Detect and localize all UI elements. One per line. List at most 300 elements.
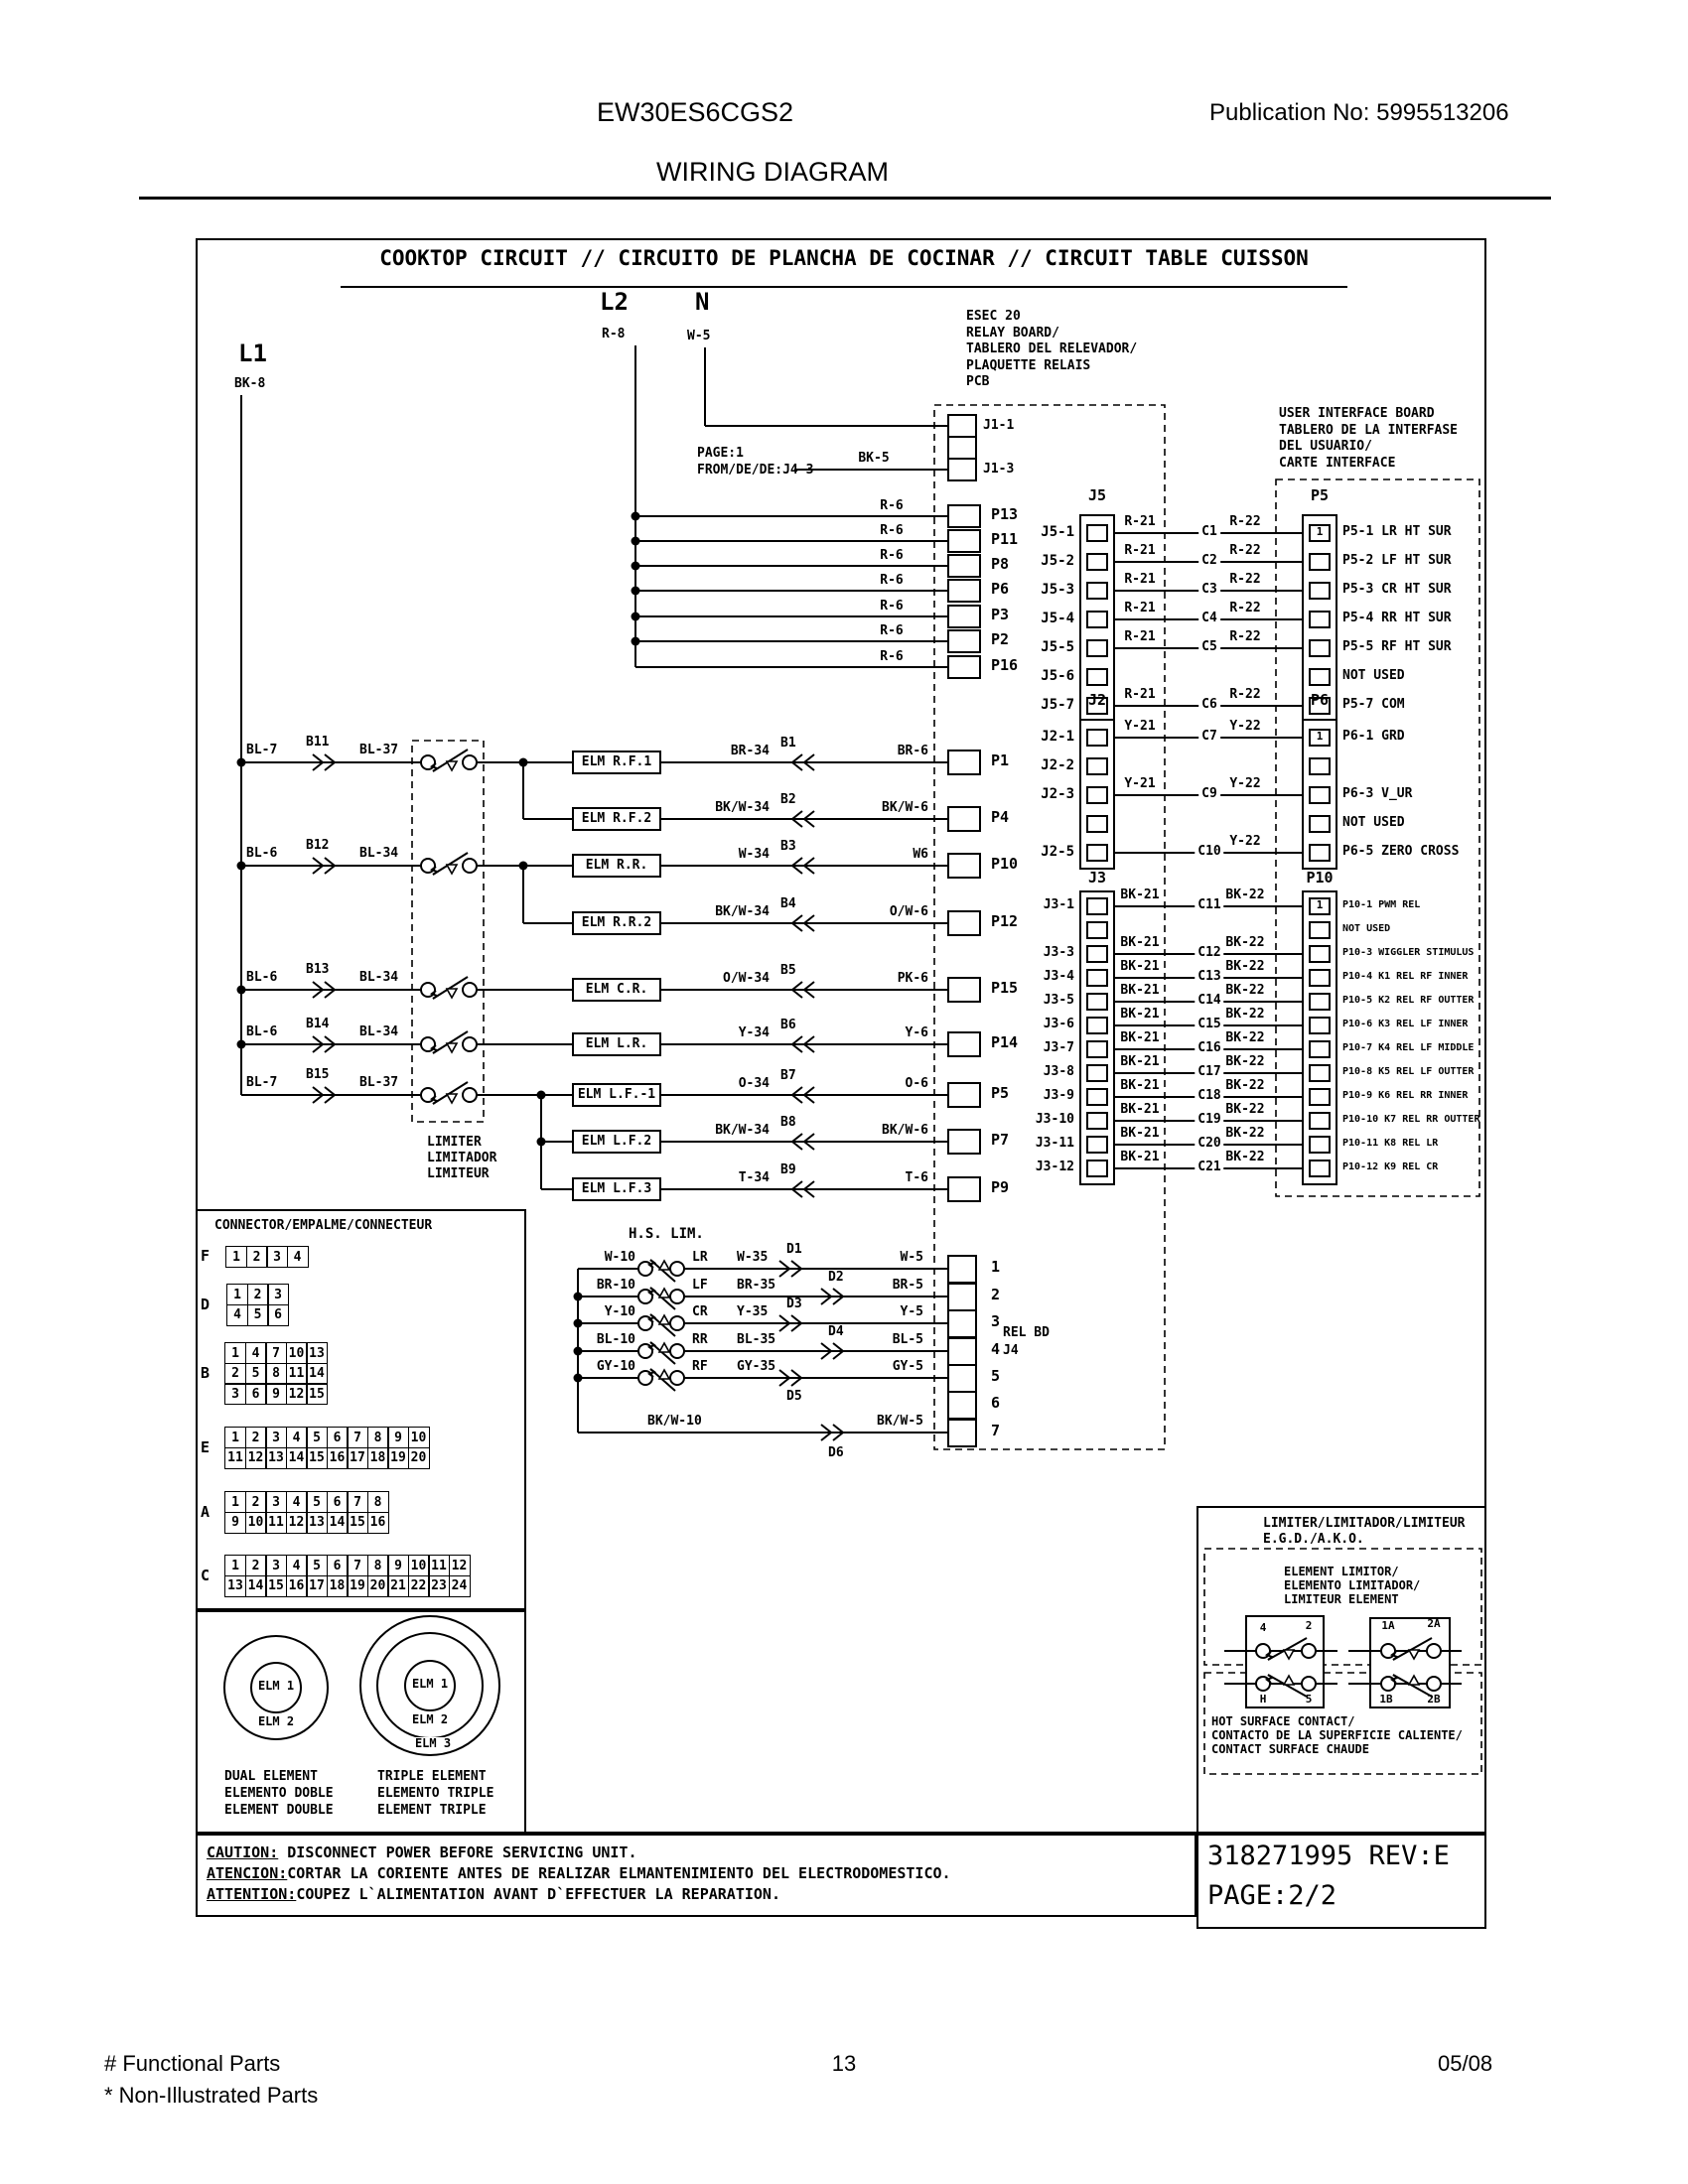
splice-label: B9 (780, 1162, 796, 1177)
connector-cell: 18 (367, 1447, 389, 1469)
pin1-marker: 1 (1316, 525, 1324, 538)
position-label: RR (692, 1332, 708, 1347)
connector-cell: 6 (327, 1491, 349, 1513)
connector-cell: 13 (306, 1512, 328, 1534)
part-page: PAGE:2/2 (1207, 1880, 1337, 1911)
connector-cell: 1 (224, 1491, 246, 1513)
pin1-marker: 1 (1316, 730, 1324, 743)
wire-label: R-21 (1124, 687, 1156, 702)
connector-cell: 15 (265, 1575, 287, 1597)
connector-cell: 7 (347, 1427, 368, 1448)
wire-label: BR-10 (596, 1278, 635, 1293)
signal-label: P6-5 ZERO CROSS (1342, 844, 1460, 859)
connector-cell: 7 (265, 1342, 287, 1364)
connector-cell: 2 (245, 1555, 267, 1576)
caution-text-body: CORTAR LA CORIENTE ANTES DE REALIZAR ELMANTENIMIENTO DEL ELECTRODOMESTICO. (287, 1864, 951, 1882)
ring-label: ELM 2 (255, 1715, 297, 1727)
connector-cell: 16 (367, 1512, 389, 1534)
pin-label: P14 (991, 1033, 1019, 1051)
connector-cell: 11 (286, 1363, 308, 1385)
connector-cell: 1 (226, 1284, 248, 1305)
wire-label: R-22 (1229, 514, 1261, 529)
connector-cell: 21 (387, 1575, 409, 1597)
wire-label: BK-22 (1225, 935, 1265, 950)
pin-label: P6 (991, 580, 1010, 598)
connector-cell: 5 (306, 1555, 328, 1576)
wire-label: O-6 (905, 1076, 928, 1091)
wire-label: Y-35 (737, 1304, 769, 1319)
connector-cell: 1 (224, 1427, 246, 1448)
connector-cell: 3 (224, 1383, 246, 1405)
hs-lim-title: H.S. LIM. (629, 1226, 704, 1242)
wire-label: BL-37 (359, 743, 399, 757)
pin-label: 7 (991, 1422, 1001, 1439)
element-label: ELM R.R. (585, 858, 648, 873)
limiter-label: LIMITEUR (427, 1166, 490, 1181)
wire-label: BK-21 (1120, 1054, 1160, 1069)
connector-cell: 4 (286, 1555, 308, 1576)
pin-label: P3 (991, 606, 1010, 623)
connector-cell: 22 (408, 1575, 430, 1597)
pin-label: P12 (991, 912, 1019, 930)
connector-table-title: CONNECTOR/EMPALME/CONNECTEUR (214, 1218, 433, 1233)
wire-label: BK-21 (1120, 887, 1160, 902)
splice-label: B7 (780, 1068, 796, 1083)
connector-group-label: D (201, 1295, 211, 1313)
splice-label: B11 (306, 735, 330, 750)
signal-label: P6-3 V_UR (1342, 786, 1413, 801)
wire-label: R-6 (880, 649, 904, 664)
connector-cell: 3 (265, 1491, 287, 1513)
connector-pin-label: J5-3 (1041, 582, 1074, 598)
connector-cell: 5 (306, 1491, 328, 1513)
wire-label: Y-21 (1124, 776, 1156, 791)
switch-pin-label: 5 (1305, 1693, 1313, 1706)
connector-pin-label: J5-7 (1041, 697, 1074, 713)
signal-label: P10-7 K4 REL LF MIDDLE (1342, 1042, 1475, 1053)
ring-label: ELM 2 (409, 1713, 451, 1725)
wire-label: W-35 (737, 1250, 769, 1265)
connector-header: P5 (1310, 486, 1330, 504)
connector-cell: 23 (428, 1575, 450, 1597)
pin-label: 5 (991, 1367, 1001, 1385)
element-label: ELM R.F.2 (581, 811, 652, 826)
element-label: ELM L.R. (585, 1036, 648, 1051)
splice-label: C10 (1195, 845, 1223, 858)
connector-group-label: C (201, 1566, 211, 1584)
ring-label: ELM 3 (412, 1737, 454, 1749)
wire-label: BK-21 (1120, 1102, 1160, 1117)
connector-cell: 24 (449, 1575, 471, 1597)
wire-label: BK-21 (1120, 959, 1160, 974)
n-wire-label: W-5 (687, 329, 711, 343)
wire-label: W6 (913, 847, 928, 862)
wire-label: R-22 (1229, 572, 1261, 587)
connector-cell: 13 (265, 1447, 287, 1469)
caution-prefix: CAUTION: (207, 1843, 279, 1861)
splice-label: D4 (828, 1324, 844, 1339)
wire-label: R-22 (1229, 601, 1261, 615)
wire-label: Y-10 (604, 1304, 635, 1319)
l1-wire-label: BK-8 (234, 376, 266, 391)
position-label: RF (692, 1359, 708, 1374)
connector-cell: 2 (246, 1246, 268, 1268)
splice-label: D1 (786, 1242, 802, 1257)
connector-pin-label: J2-3 (1041, 786, 1074, 802)
footer-functional-parts: # Functional Parts (104, 2051, 281, 2076)
wire-label: W-5 (900, 1250, 923, 1265)
wire-label: BK/W-34 (715, 1123, 770, 1138)
connector-cell: 4 (286, 1491, 308, 1513)
connector-cell: 1 (224, 1555, 246, 1576)
connector-cell: 8 (367, 1427, 389, 1448)
wire-label: R-6 (880, 498, 904, 513)
splice-label: C21 (1195, 1160, 1223, 1173)
connector-cell: 16 (327, 1447, 349, 1469)
connector-cell: 15 (347, 1512, 368, 1534)
connector-header: J2 (1087, 691, 1107, 709)
wire-label: BK-5 (858, 451, 890, 466)
connector-cell: 5 (306, 1427, 328, 1448)
wire-label: GY-5 (892, 1359, 923, 1374)
pin-label: P2 (991, 630, 1010, 648)
pin-label: P16 (991, 656, 1019, 674)
pin-label: P5 (991, 1084, 1010, 1102)
splice-label: D5 (786, 1389, 802, 1404)
pin-label: 1 (991, 1258, 1001, 1276)
connector-cell: 14 (286, 1447, 308, 1469)
legend-caption: DUAL ELEMENT (224, 1769, 318, 1784)
ui-board-label: USER INTERFACE BOARD (1279, 406, 1435, 421)
splice-label: B3 (780, 839, 796, 854)
switch-pin-label: 2B (1427, 1693, 1441, 1706)
wire-label: BL-6 (246, 846, 278, 861)
signal-label: P10-11 K8 REL LR (1342, 1138, 1439, 1149)
element-limitor-label: ELEMENTO LIMITADOR/ (1284, 1578, 1421, 1592)
wire-label: BL-37 (359, 1075, 399, 1090)
element-label: ELM L.F.2 (581, 1134, 652, 1149)
ring-label: ELM 1 (255, 1680, 297, 1692)
pin-label: P9 (991, 1178, 1010, 1196)
switch-pin-label: 1A (1381, 1619, 1395, 1632)
splice-label: B13 (306, 962, 330, 977)
element-label: ELM L.F.-1 (577, 1087, 656, 1102)
limiter-label: LIMITADOR (427, 1151, 497, 1165)
wire-label: Y-22 (1229, 834, 1261, 849)
wire-label: BR-5 (892, 1278, 923, 1293)
relay-board-label: RELAY BOARD/ (966, 325, 1059, 341)
connector-cell: 7 (347, 1491, 368, 1513)
legend-caption: ELEMENTO DOBLE (224, 1786, 334, 1801)
splice-label: C17 (1195, 1065, 1223, 1078)
connector-pin-label: J3-7 (1043, 1040, 1074, 1055)
connector-cell: 2 (224, 1363, 246, 1385)
splice-label: C4 (1198, 612, 1220, 624)
wire-label: BL-35 (737, 1332, 776, 1347)
signal-label: P10-3 WIGGLER STIMULUS (1342, 947, 1475, 958)
splice-label: C11 (1195, 898, 1223, 911)
wire-label: BK-22 (1225, 983, 1265, 998)
connector-cell: 12 (449, 1555, 471, 1576)
splice-label: C3 (1198, 583, 1220, 596)
n-label: N (695, 288, 710, 316)
wire-label: R-21 (1124, 629, 1156, 644)
wire-label: BK-21 (1120, 1030, 1160, 1045)
wire-label: O-34 (738, 1076, 770, 1091)
signal-label: P5-4 RR HT SUR (1342, 611, 1452, 625)
wire-label: W-34 (738, 847, 770, 862)
pin-label: 3 (991, 1312, 1001, 1330)
ui-board-label: CARTE INTERFACE (1279, 455, 1396, 471)
connector-cell: 20 (367, 1575, 389, 1597)
connector-pin-label: J3-10 (1035, 1112, 1074, 1127)
wire-label: R-21 (1124, 543, 1156, 558)
wire-label: Y-22 (1229, 719, 1261, 734)
wire-label: BK-22 (1225, 1007, 1265, 1022)
connector-cell: 10 (408, 1427, 430, 1448)
caution-text-body: COUPEZ L`ALIMENTATION AVANT D`EFFECTUER LA REPARATION. (296, 1885, 780, 1903)
wire-label: R-6 (880, 623, 904, 638)
wire-label: R-6 (880, 599, 904, 614)
wire-label: BR-35 (737, 1278, 776, 1293)
wire-label: BK-22 (1225, 887, 1265, 902)
connector-pin-label: J3-8 (1043, 1064, 1074, 1079)
connector-cell: 8 (265, 1363, 287, 1385)
caution-prefix: ATENCION: (207, 1864, 288, 1882)
ui-board-label: TABLERO DE LA INTERFASE (1279, 422, 1459, 438)
wire-label: T-6 (905, 1170, 928, 1185)
ui-board-label: DEL USUARIO/ (1279, 439, 1372, 454)
connector-pin-label: J3-6 (1043, 1017, 1074, 1031)
connector-cell: 11 (224, 1447, 246, 1469)
splice-label: C18 (1195, 1089, 1223, 1102)
connector-cell: 9 (224, 1512, 246, 1534)
splice-label: B15 (306, 1067, 330, 1082)
wire-label: GY-35 (737, 1359, 776, 1374)
switch-pin-label: 1B (1379, 1693, 1393, 1706)
splice-label: C20 (1195, 1137, 1223, 1150)
signal-label: P10-8 K5 REL LF OUTTER (1342, 1066, 1475, 1077)
pin-label: P15 (991, 979, 1019, 997)
splice-label: C1 (1198, 525, 1220, 538)
connector-cell: 3 (267, 1284, 289, 1305)
splice-label: C7 (1198, 730, 1220, 743)
connector-pin-label: J3-5 (1043, 993, 1074, 1008)
connector-pin-label: J5-2 (1041, 553, 1074, 569)
wire-label: BK/W-5 (877, 1414, 923, 1429)
pin-label: 4 (991, 1340, 1001, 1358)
pin-label: P10 (991, 855, 1019, 873)
wire-label: BK/W-34 (715, 800, 770, 815)
connector-cell: 5 (245, 1363, 267, 1385)
pin-label: J1-1 (983, 418, 1015, 433)
splice-label: C14 (1195, 994, 1223, 1007)
signal-label: P10-6 K3 REL LF INNER (1342, 1019, 1469, 1029)
connector-cell: 5 (247, 1304, 269, 1326)
connector-pin-label: J3-12 (1035, 1160, 1074, 1174)
splice-label: C5 (1198, 640, 1220, 653)
legend-caption: ELEMENT TRIPLE (377, 1803, 487, 1818)
board-label: REL BD (1003, 1325, 1050, 1340)
splice-label: B2 (780, 792, 796, 807)
wire-label: GY-10 (596, 1359, 635, 1374)
connector-pin-label: J3-1 (1043, 897, 1074, 912)
connector-cell: 12 (245, 1447, 267, 1469)
position-label: LF (692, 1278, 708, 1293)
splice-label: C2 (1198, 554, 1220, 567)
connector-cell: 7 (347, 1555, 368, 1576)
element-limitor-label: LIMITEUR ELEMENT (1284, 1592, 1399, 1606)
connector-cell: 8 (367, 1491, 389, 1513)
footer-page-number: 13 (831, 2051, 857, 2076)
doc-publication-number: Publication No: 5995513206 (1209, 99, 1509, 126)
connector-cell: 1 (224, 1342, 246, 1364)
connector-cell: 4 (245, 1342, 267, 1364)
connector-header: P6 (1310, 691, 1330, 709)
connector-cell: 3 (265, 1427, 287, 1448)
caution-line (207, 1884, 951, 1905)
splice-label: B6 (780, 1018, 796, 1032)
board-label: J4 (1003, 1343, 1019, 1358)
splice-label: C16 (1195, 1041, 1223, 1054)
signal-label: P5-1 LR HT SUR (1342, 524, 1452, 539)
l2-wire-label: R-8 (602, 327, 626, 341)
wire-label: BK-21 (1120, 1078, 1160, 1093)
connector-cell: 6 (267, 1304, 289, 1326)
splice-label: B14 (306, 1017, 330, 1031)
connector-cell: 15 (306, 1447, 328, 1469)
signal-label: P10-1 PWM REL (1342, 899, 1421, 910)
wire-label: T-34 (738, 1170, 770, 1185)
wire-label: BK-21 (1120, 1126, 1160, 1141)
signal-label: NOT USED (1342, 923, 1391, 934)
limiter-label: LIMITER (427, 1135, 482, 1150)
element-limitor-label: ELEMENT LIMITOR/ (1284, 1565, 1399, 1578)
connector-cell: 19 (347, 1575, 368, 1597)
limiter-panel-title: LIMITER/LIMITADOR/LIMITEUR (1263, 1516, 1466, 1531)
pin-label: P11 (991, 530, 1019, 548)
pin-label: P1 (991, 751, 1010, 769)
wire-label: BK-22 (1225, 1054, 1265, 1069)
connector-pin-label: J2-5 (1041, 844, 1074, 860)
connector-pin-label: J5-6 (1041, 668, 1074, 684)
connector-cell: 16 (286, 1575, 308, 1597)
page-ref: PAGE:1 (697, 446, 744, 461)
wire-label: R-6 (880, 548, 904, 563)
pin-label: J1-3 (983, 462, 1015, 477)
connector-cell: 10 (286, 1342, 308, 1364)
caution-text (207, 1843, 951, 1905)
connector-cell: 3 (265, 1555, 287, 1576)
connector-header: J5 (1087, 486, 1107, 504)
wire-label: BR-34 (730, 744, 770, 758)
connector-cell: 4 (287, 1246, 309, 1268)
connector-cell: 14 (327, 1512, 349, 1534)
pin-label: 2 (991, 1286, 1001, 1303)
connector-cell: 14 (245, 1575, 267, 1597)
connector-cell: 4 (286, 1427, 308, 1448)
hot-surface-label: CONTACT SURFACE CHAUDE (1211, 1742, 1369, 1756)
caution-line (207, 1843, 951, 1863)
wire-label: R-6 (880, 573, 904, 588)
signal-label: P5-3 CR HT SUR (1342, 582, 1452, 597)
connector-cell: 6 (245, 1383, 267, 1405)
splice-label: B1 (780, 736, 796, 751)
connector-pin-label: J2-2 (1041, 757, 1074, 773)
l2-label: L2 (600, 288, 629, 316)
pin-label: P7 (991, 1131, 1010, 1149)
ring-label: ELM 1 (409, 1678, 451, 1690)
connector-pin-label: J3-9 (1043, 1088, 1074, 1103)
connector-group-label: A (201, 1502, 211, 1521)
connector-cell: 6 (327, 1427, 349, 1448)
connector-cell: 12 (286, 1512, 308, 1534)
wire-label: R-21 (1124, 601, 1156, 615)
splice-label: C13 (1195, 970, 1223, 983)
pin-label: P4 (991, 808, 1010, 826)
connector-pin-label: J3-4 (1043, 969, 1074, 984)
relay-board-label: ESEC 20 (966, 309, 1021, 324)
connector-cell: 10 (408, 1555, 430, 1576)
wire-label: BL-34 (359, 1024, 399, 1039)
wire-label: Y-34 (738, 1025, 770, 1040)
signal-label: P10-12 K9 REL CR (1342, 1161, 1439, 1172)
wire-label: R-21 (1124, 572, 1156, 587)
position-label: CR (692, 1304, 708, 1319)
hot-surface-label: CONTACTO DE LA SUPERFICIE CALIENTE/ (1211, 1728, 1463, 1742)
connector-cell: 18 (327, 1575, 349, 1597)
splice-label: C15 (1195, 1018, 1223, 1030)
splice-label: B8 (780, 1115, 796, 1130)
wire-label: BK/W-34 (715, 904, 770, 919)
wire-label: O/W-34 (723, 971, 770, 986)
connector-cell: 9 (387, 1427, 409, 1448)
connector-cell: 10 (245, 1512, 267, 1534)
connector-cell: 14 (306, 1363, 328, 1385)
wire-label: BK/W-10 (647, 1414, 702, 1429)
wire-label: BL-5 (892, 1332, 923, 1347)
wire-label: BK/W-6 (882, 800, 928, 815)
splice-label: B12 (306, 838, 330, 853)
connector-cell: 6 (327, 1555, 349, 1576)
splice-label: D2 (828, 1270, 844, 1285)
wire-label: BK-21 (1120, 935, 1160, 950)
signal-label: P10-4 K1 REL RF INNER (1342, 971, 1469, 982)
wire-label: Y-21 (1124, 719, 1156, 734)
wire-label: R-21 (1124, 514, 1156, 529)
splice-label: B5 (780, 963, 796, 978)
signal-label: P6-1 GRD (1342, 729, 1405, 744)
signal-label: NOT USED (1342, 815, 1405, 830)
connector-pin-label: J3-11 (1035, 1136, 1074, 1151)
connector-cell: 11 (428, 1555, 450, 1576)
legend-caption: ELEMENT DOUBLE (224, 1803, 334, 1818)
splice-label: C19 (1195, 1113, 1223, 1126)
limiter-panel-title: E.G.D./A.K.O. (1263, 1532, 1364, 1547)
wire-label: R-22 (1229, 629, 1261, 644)
connector-cell: 19 (387, 1447, 409, 1469)
pin1-marker: 1 (1316, 898, 1324, 911)
doc-title: WIRING DIAGRAM (656, 157, 889, 187)
connector-cell: 9 (265, 1383, 287, 1405)
connector-cell: 3 (266, 1246, 288, 1268)
signal-label: P10-10 K7 REL RR OUTTER (1342, 1114, 1480, 1125)
l1-label: L1 (238, 340, 267, 367)
connector-cell: 17 (347, 1447, 368, 1469)
part-number: 318271995 REV:E (1207, 1841, 1450, 1871)
splice-label: D6 (828, 1445, 844, 1460)
wire-label: BL-7 (246, 743, 278, 757)
